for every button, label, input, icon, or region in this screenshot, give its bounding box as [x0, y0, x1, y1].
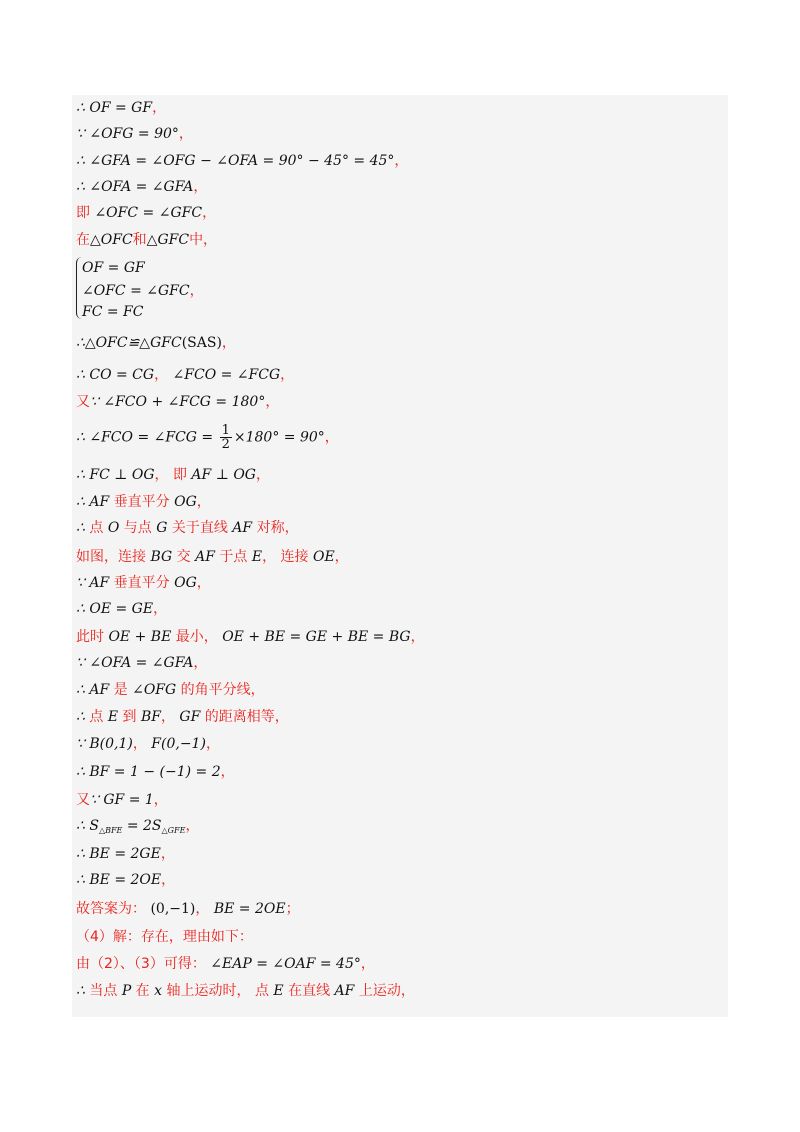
math-expression: ∴ FC ⊥ OG [76, 467, 155, 483]
chinese-text: ， [152, 100, 167, 116]
solution-line [76, 650, 207, 676]
chinese-text: ， [334, 549, 349, 565]
chinese-text: ， [154, 367, 173, 383]
solution-line [76, 841, 175, 867]
math-expression: E [107, 709, 119, 725]
solution-line [76, 362, 294, 388]
solution-line [76, 121, 193, 147]
chinese-text: 到 [118, 709, 141, 725]
chinese-text: 在 [76, 232, 90, 248]
solution-line [76, 624, 425, 650]
fraction-numerator: 1 [221, 423, 230, 438]
solution-line [76, 95, 166, 121]
math-expression: AF [334, 983, 355, 999]
solution-line [76, 704, 289, 730]
math-expression: (0,−1) [150, 901, 196, 917]
chinese-text: ， [161, 872, 176, 888]
chinese-text: ， [185, 818, 200, 834]
math-expression: OE [312, 549, 335, 565]
math-expression: ∴ OF = GF [76, 100, 153, 116]
chinese-text: 如图，连接 [76, 549, 151, 565]
solution-line [76, 462, 270, 488]
solution-line [76, 951, 375, 977]
chinese-text: 最小， [171, 629, 223, 645]
math-expression: BE = 2OE [213, 901, 286, 917]
math-expression: ∴ OE = GE [76, 601, 154, 617]
chinese-text: 由（2）、（3）可得： [76, 956, 211, 972]
math-expression: GF [179, 709, 201, 725]
solution-line [76, 867, 175, 893]
chinese-text: 当点 [89, 983, 122, 999]
chinese-text: ， [196, 494, 211, 510]
solution-line [76, 330, 236, 356]
solution-line [76, 515, 299, 541]
solution-line [76, 148, 408, 174]
math-expression: E [251, 549, 263, 565]
chinese-text: 即 [76, 205, 95, 221]
math-expression: FC = FC [82, 304, 144, 320]
chinese-text: ， [160, 709, 180, 725]
math-expression: ∠OFG [132, 682, 177, 698]
solution-line [76, 596, 167, 622]
chinese-text: ， [265, 394, 280, 410]
chinese-text: 于点 [214, 549, 252, 565]
math-expression: ∴ ∠OFA = ∠GFA [76, 179, 194, 195]
chinese-text: 在直线 [283, 983, 335, 999]
chinese-text: ， [189, 283, 204, 299]
math-expression: BF [140, 709, 161, 725]
math-expression: ∴△OFC≌△GFC [76, 335, 182, 351]
chinese-text: 垂直平分 [109, 575, 175, 591]
math-expression: ∠FCO = ∠FCG [172, 367, 281, 383]
math-expression: F(0,−1) [151, 736, 206, 752]
chinese-text: 是 [109, 682, 133, 698]
math-expression: ∴ ∠FCO = ∠FCG = [76, 429, 218, 446]
math-expression: OF = GF [82, 260, 145, 276]
chinese-text: ； [285, 901, 300, 917]
chinese-text: 对称， [252, 520, 299, 536]
chinese-text: ， [153, 601, 168, 617]
math-expression: OG [174, 575, 197, 591]
math-expression: ∴ BF = 1 − (−1) = 2 [76, 764, 221, 780]
math-expression: = 2S [122, 818, 162, 834]
chinese-text: 垂直平分 [109, 494, 175, 510]
chinese-text: ， [255, 467, 270, 483]
math-expression: ∵ B(0,1) [76, 736, 133, 752]
chinese-text: 与点 [119, 520, 157, 536]
math-expression: ∵ AF [76, 575, 110, 591]
chinese-text: 交 [172, 549, 196, 565]
math-expression: △GFC [146, 232, 190, 248]
math-expression: ∵ ∠OFG = 90° [76, 126, 179, 142]
chinese-text: ， [280, 367, 295, 383]
solution-line [76, 570, 211, 596]
chinese-text: ， [178, 126, 193, 142]
solution-line [82, 299, 143, 325]
math-expression: ∠EAP = ∠OAF = 45° [210, 956, 361, 972]
solution-line [76, 813, 199, 839]
solution-line [76, 489, 211, 515]
subscript: △GFE [161, 826, 186, 835]
math-expression: ∴ BE = 2GE [76, 846, 161, 862]
solution-line [76, 389, 279, 415]
chinese-text: ， [195, 901, 214, 917]
math-expression: ∵ ∠OFA = ∠GFA [76, 655, 194, 671]
chinese-text: ， [360, 956, 375, 972]
math-expression: ∠OFC = ∠GFC [94, 205, 203, 221]
chinese-text: ， [394, 153, 409, 169]
chinese-text: 中， [189, 232, 218, 248]
chinese-text: ， [132, 736, 152, 752]
math-expression: P [121, 983, 132, 999]
math-expression: OG [174, 494, 197, 510]
chinese-text: ， [221, 335, 236, 351]
math-expression: AF [195, 549, 215, 565]
chinese-text: ， [153, 792, 168, 808]
math-expression: ∴ [76, 983, 90, 999]
chinese-text: ， [196, 575, 211, 591]
math-expression: ∴ [76, 520, 90, 536]
math-expression: ∴ ∠GFA = ∠OFG − ∠OFA = 90° − 45° = 45° [76, 153, 395, 169]
solution-line [76, 731, 220, 757]
math-expression: ×180° = 90° [233, 429, 325, 446]
math-expression: x [154, 983, 163, 999]
chinese-text: ， 即 [154, 467, 192, 483]
math-expression: △OFC [90, 232, 133, 248]
chinese-text: 的角平分线， [176, 682, 265, 698]
math-expression: G [156, 520, 168, 536]
chinese-text: ， [410, 629, 425, 645]
math-expression: ∴ AF [76, 494, 110, 510]
chinese-text: ， [220, 764, 235, 780]
chinese-text: 的距离相等， [200, 709, 289, 725]
chinese-text: 又 [76, 792, 90, 808]
math-expression: AF [232, 520, 253, 536]
chinese-text: 和 [132, 232, 147, 248]
chinese-text: 故答案为： [76, 901, 151, 917]
math-expression: ∴ CO = CG [76, 367, 155, 383]
chinese-text: 轴上运动时， 点 [162, 983, 274, 999]
math-expression: ∴ AF [76, 682, 110, 698]
chinese-text: ， [205, 736, 220, 752]
math-expression: ∴ S [76, 818, 99, 834]
chinese-text: ， [202, 205, 217, 221]
chinese-text: 又 [76, 394, 90, 410]
solution-line [76, 978, 415, 1004]
fraction-denominator: 2 [221, 437, 230, 452]
solution-line [76, 896, 300, 922]
solution-line [76, 759, 235, 785]
chinese-text: 点 [89, 520, 108, 536]
solution-line [76, 174, 207, 200]
math-expression: (SAS) [181, 335, 222, 351]
solution-line [76, 924, 253, 950]
math-expression: ∴ BE = 2OE [76, 872, 162, 888]
math-expression: AF ⊥ OG [191, 467, 256, 483]
solution-line [76, 544, 349, 570]
chinese-text: （4）解：存在，理由如下： [76, 929, 253, 945]
solution-page [72, 95, 728, 1017]
chinese-text: ， [324, 429, 339, 446]
chinese-text: ， 连接 [262, 549, 313, 565]
math-expression: E [273, 983, 284, 999]
chinese-text: 此时 [76, 629, 109, 645]
solution-line [76, 424, 339, 450]
math-expression: ∠OFC = ∠GFC [82, 283, 190, 299]
solution-line [76, 227, 217, 253]
chinese-text: ， [160, 846, 175, 862]
chinese-text: 点 [89, 709, 108, 725]
chinese-text: ， [193, 655, 208, 671]
math-expression: ∵ GF = 1 [90, 792, 154, 808]
subscript: △BFE [98, 826, 123, 835]
math-expression: ∴ [76, 709, 90, 725]
chinese-text: ， [193, 179, 208, 195]
math-expression: O [107, 520, 120, 536]
math-expression: OE + BE = GE + BE = BG [222, 629, 411, 645]
solution-line [76, 787, 168, 813]
math-expression: OE + BE [108, 629, 172, 645]
chinese-text: 上运动， [354, 983, 415, 999]
math-expression: ∵ ∠FCO + ∠FCG = 180° [90, 394, 266, 410]
chinese-text: 关于直线 [167, 520, 233, 536]
chinese-text: 在 [131, 983, 155, 999]
solution-line [76, 677, 265, 703]
math-expression: BG [150, 549, 173, 565]
solution-line [76, 200, 216, 226]
fraction [220, 424, 232, 451]
